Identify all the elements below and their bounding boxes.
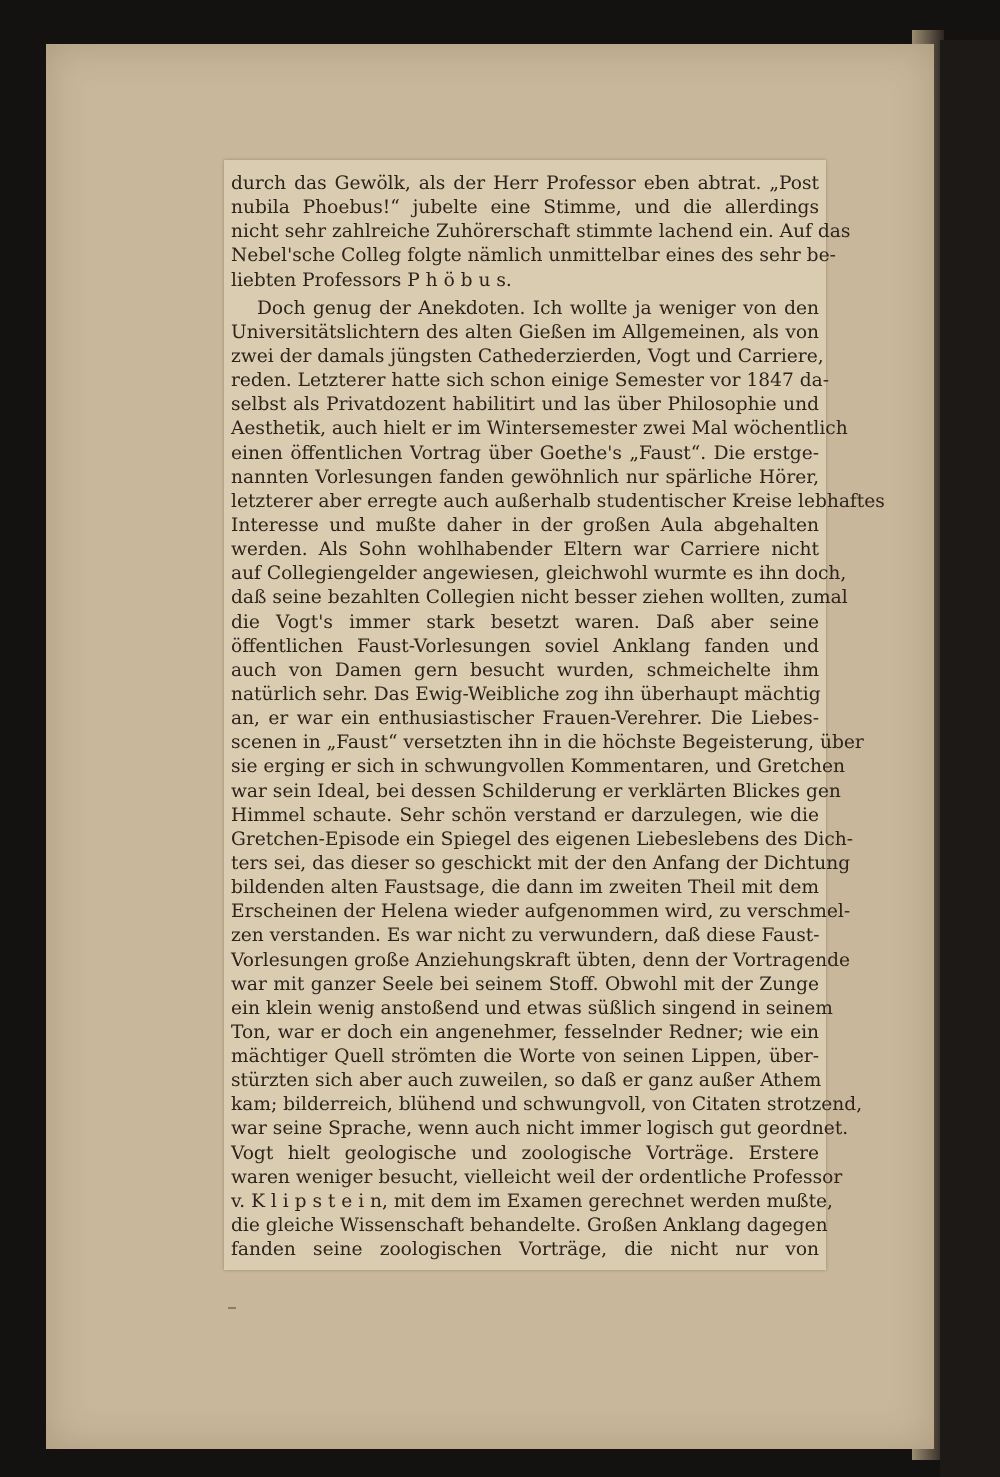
text-line: die Vogt's immer stark besetzt waren. Daß aber seine (231, 611, 819, 633)
text-line: Ton, war er doch ein angenehmer, fesselnder Redner; wie ein (231, 1021, 819, 1043)
text-line: durch das Gewölk, als der Herr Professor eben abtrat. „Post (231, 173, 819, 194)
clipping-text (231, 172, 885, 1262)
text-line: letzterer aber erregte auch außerhalb studentischer Kreise lebhaftes (231, 490, 885, 512)
paragraph (231, 297, 885, 1263)
text-line: Aesthetik, auch hielt er im Wintersemester zwei Mal wöchentlich (231, 418, 848, 440)
text-line: Vorlesungen große Anziehungskraft übten, denn der Vortragende (231, 949, 851, 971)
text-line: v. K l i p s t e i n, mit dem im Examen gerechnet werden mußte, (231, 1190, 833, 1212)
text-line: mächtiger Quell strömten die Worte von seinen Lippen, über- (231, 1046, 819, 1068)
text-line: an, er war ein enthusiastischer Frauen-Verehrer. Die Liebes- (231, 708, 819, 730)
text-line: natürlich sehr. Das Ewig-Weibliche zog ihn überhaupt mächtig (231, 683, 821, 705)
text-line: Universitätslichtern des alten Gießen im Allgemeinen, als von (231, 321, 819, 343)
text-line: werden. Als Sohn wohlhabender Eltern war Carriere nicht (231, 539, 819, 561)
text-line: Interesse und mußte daher in der großen Aula abgehalten (231, 514, 819, 536)
text-line: Erscheinen der Helena wieder aufgenommen wird, zu verschmel- (231, 901, 851, 923)
text-line: zen verstanden. Es war nicht zu verwundern, daß diese Faust- (231, 925, 820, 947)
text-line: war sein Ideal, bei dessen Schilderung er verklärten Blickes gen (231, 780, 841, 802)
text-line: auf Collegiengelder angewiesen, gleichwohl wurmte es ihn doch, (231, 563, 847, 585)
text-line: nubila Phoebus!“ jubelte eine Stimme, und die allerdings (231, 197, 819, 219)
pencil-mark (228, 1307, 236, 1309)
text-line: die gleiche Wissenschaft behandelte. Großen Anklang dagegen (231, 1215, 828, 1237)
text-line: Himmel schaute. Sehr schön verstand er darzulegen, wie die (231, 804, 819, 826)
text-line: fanden seine zoologischen Vorträge, die nicht nur von (231, 1239, 819, 1261)
text-line: Doch genug der Anekdoten. Ich wollte ja weniger von den (257, 297, 819, 319)
text-line: nannten Vorlesungen fanden gewöhnlich nur spärliche Hörer, (231, 466, 819, 488)
text-line: war seine Sprache, wenn auch nicht immer logisch gut geordnet. (231, 1118, 849, 1140)
text-line: Vogt hielt geologische und zoologische Vorträge. Erstere (231, 1142, 819, 1164)
text-line: daß seine bezahlten Collegien nicht besser ziehen wollten, zumal (231, 587, 848, 609)
text-line: Nebel'sche Colleg folgte nämlich unmittelbar eines des sehr be- (231, 245, 836, 267)
text-line: einen öffentlichen Vortrag über Goethe's „Faust“. Die erstge- (231, 442, 819, 464)
text-line: zwei der damals jüngsten Cathederzierden, Vogt und Carriere, (231, 345, 824, 367)
paragraph (231, 172, 851, 293)
text-line: stürzten sich aber auch zuweilen, so daß er ganz außer Athem (231, 1070, 822, 1092)
text-line: waren weniger besucht, vielleicht weil der ordentliche Professor (231, 1166, 843, 1188)
text-line: ein klein wenig anstoßend und etwas süßlich singend in seinem (231, 997, 833, 1019)
text-line: ters sei, das dieser so geschickt mit der den Anfang der Dichtung (231, 852, 851, 874)
text-line: bildenden alten Faustsage, die dann im zweiten Theil mit dem (231, 877, 819, 899)
text-line: nicht sehr zahlreiche Zuhörerschaft stimmte lachend ein. Auf das (231, 221, 851, 243)
text-line: Gretchen-Episode ein Spiegel des eigenen Liebeslebens des Dich- (231, 828, 854, 850)
text-line: scenen in „Faust“ versetzten ihn in die höchste Begeisterung, über (231, 732, 864, 754)
paragraphs (231, 172, 885, 1262)
text-line: reden. Letzterer hatte sich schon einige Semester vor 1847 da- (231, 370, 829, 392)
text-line: kam; bilderreich, blühend und schwungvoll, von Citaten strotzend, (231, 1094, 863, 1116)
text-line: war mit ganzer Seele bei seinem Stoff. Obwohl mit der Zunge (231, 973, 819, 995)
text-line: sie erging er sich in schwungvollen Kommentaren, und Gretchen (231, 756, 845, 778)
text-line: auch von Damen gern besucht wurden, schmeichelte ihm (231, 659, 819, 681)
text-line: selbst als Privatdozent habilitirt und las über Philosophie und (231, 394, 819, 416)
text-line: öffentlichen Faust-Vorlesungen soviel Anklang fanden und (231, 635, 819, 657)
text-line: liebten Professors P h ö b u s. (231, 269, 512, 291)
facing-page-edge (940, 40, 1000, 1477)
